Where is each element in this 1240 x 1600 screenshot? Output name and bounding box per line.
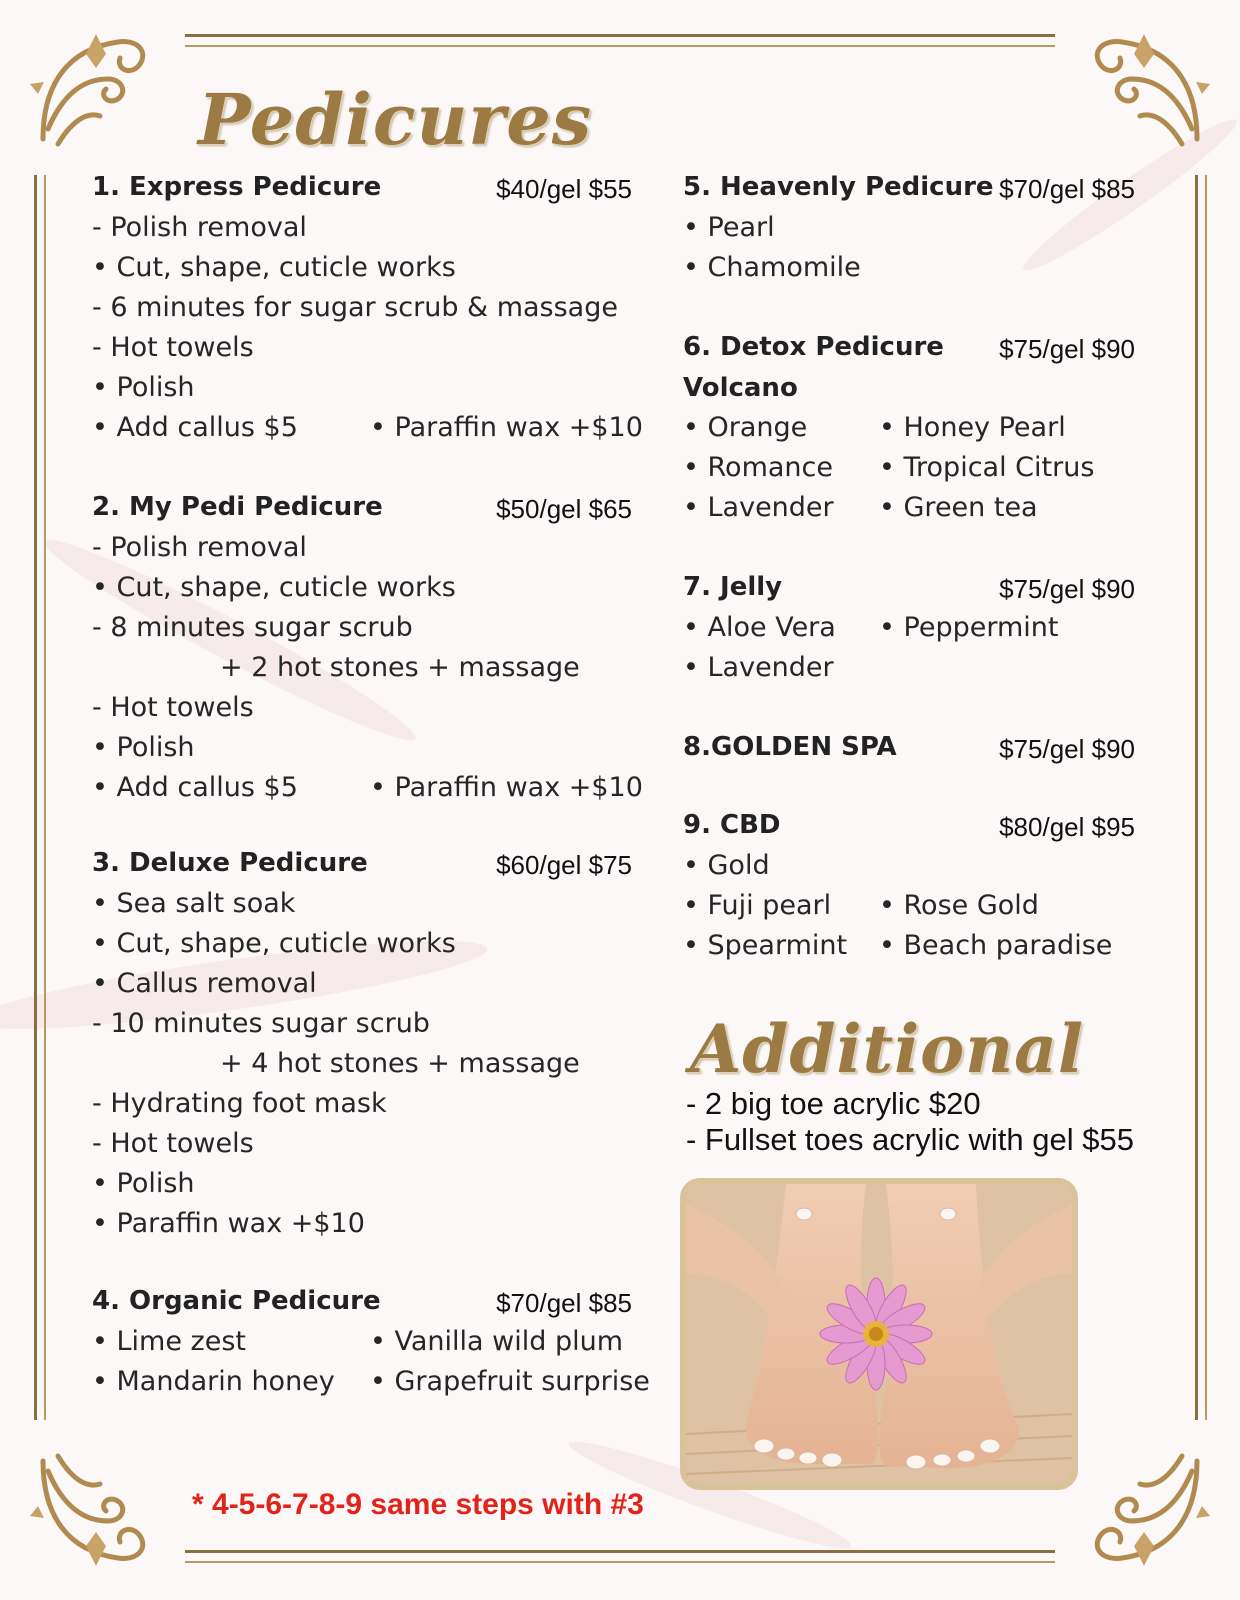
service-price: $70/gel $85 bbox=[496, 1288, 632, 1318]
option-item: • Spearmint bbox=[683, 930, 848, 961]
service-step: - 6 minutes for sugar scrub & massage bbox=[92, 292, 618, 323]
service-deluxe-pedicure bbox=[92, 848, 652, 1244]
additional-item: - 2 big toe acrylic $20 bbox=[686, 1086, 981, 1121]
service-jelly bbox=[683, 572, 1163, 688]
addon-item: • Paraffin wax +$10 bbox=[370, 412, 643, 443]
service-price: $75/gel $90 bbox=[999, 574, 1135, 604]
service-step: - Hot towels bbox=[92, 1128, 254, 1159]
option-item: • Chamomile bbox=[683, 252, 861, 283]
service-step: • Polish bbox=[92, 732, 195, 763]
service-name: 6. Detox Pedicure bbox=[683, 332, 944, 362]
service-name: 3. Deluxe Pedicure bbox=[92, 848, 368, 878]
service-organic-pedicure bbox=[92, 1286, 652, 1402]
frame-right-rule bbox=[1195, 175, 1207, 1420]
service-cbd bbox=[683, 810, 1163, 966]
frame-top-rule bbox=[185, 34, 1055, 47]
service-name: 9. CBD bbox=[683, 810, 781, 840]
option-item: • Lavender bbox=[683, 492, 834, 523]
option-item: • Lavender bbox=[683, 652, 834, 683]
option-row bbox=[683, 926, 1163, 966]
additional-item: - Fullset toes acrylic with gel $55 bbox=[686, 1122, 1134, 1157]
option-item: • Beach paradise bbox=[879, 930, 1113, 961]
option-item: • Pearl bbox=[683, 212, 775, 243]
additional-list bbox=[686, 1086, 1134, 1158]
service-heavenly-pedicure bbox=[683, 172, 1163, 288]
service-name: 1. Express Pedicure bbox=[92, 172, 382, 202]
option-item: • Green tea bbox=[879, 492, 1038, 523]
service-step: - 10 minutes sugar scrub bbox=[92, 1008, 430, 1039]
addon-row bbox=[92, 408, 652, 448]
service-step: • Paraffin wax +$10 bbox=[92, 1208, 365, 1239]
service-step: - Hot towels bbox=[92, 332, 254, 363]
service-name: 7. Jelly bbox=[683, 572, 783, 602]
page-title: Pedicures bbox=[198, 78, 593, 161]
service-price: $70/gel $85 bbox=[999, 174, 1135, 204]
service-step: • Cut, shape, cuticle works bbox=[92, 928, 456, 959]
service-step: - Hydrating foot mask bbox=[92, 1088, 387, 1119]
option-row bbox=[92, 1362, 652, 1402]
corner-ornament-icon bbox=[1082, 24, 1212, 154]
service-step: • Callus removal bbox=[92, 968, 317, 999]
addon-item: • Add callus $5 bbox=[92, 412, 298, 443]
service-name: 8.GOLDEN SPA bbox=[683, 732, 897, 762]
service-price: $60/gel $75 bbox=[496, 850, 632, 880]
service-name: 5. Heavenly Pedicure bbox=[683, 172, 994, 202]
service-step: • Cut, shape, cuticle works bbox=[92, 572, 456, 603]
option-item: • Vanilla wild plum bbox=[370, 1326, 624, 1357]
service-detox-pedicure bbox=[683, 332, 1163, 528]
service-step: - Polish removal bbox=[92, 532, 307, 563]
service-my-pedi-pedicure bbox=[92, 492, 652, 808]
service-name: 4. Organic Pedicure bbox=[92, 1286, 381, 1316]
option-row bbox=[683, 488, 1163, 528]
service-express-pedicure bbox=[92, 172, 652, 448]
service-step: • Sea salt soak bbox=[92, 888, 296, 919]
corner-ornament-icon bbox=[1082, 1446, 1212, 1576]
service-price: $40/gel $55 bbox=[496, 174, 632, 204]
option-item: • Mandarin honey bbox=[92, 1366, 335, 1397]
service-price: $50/gel $65 bbox=[496, 494, 632, 524]
feet-flower-illustration bbox=[686, 1184, 1072, 1484]
frame-left-rule bbox=[34, 175, 46, 1420]
service-price: $75/gel $90 bbox=[999, 734, 1135, 764]
option-row bbox=[683, 448, 1163, 488]
service-step: + 2 hot stones + massage bbox=[220, 652, 580, 683]
feet-photo bbox=[680, 1178, 1078, 1490]
addon-row bbox=[92, 768, 652, 808]
option-item: • Tropical Citrus bbox=[879, 452, 1095, 483]
service-subheading: Volcano bbox=[683, 373, 798, 403]
option-item: • Peppermint bbox=[879, 612, 1059, 643]
option-row bbox=[92, 1322, 652, 1362]
service-step: • Cut, shape, cuticle works bbox=[92, 252, 456, 283]
option-item: • Rose Gold bbox=[879, 890, 1039, 921]
option-item: • Aloe Vera bbox=[683, 612, 836, 643]
footnote: * 4-5-6-7-8-9 same steps with #3 bbox=[192, 1488, 644, 1521]
option-item: • Orange bbox=[683, 412, 808, 443]
service-step: - 8 minutes sugar scrub bbox=[92, 612, 413, 643]
addon-item: • Paraffin wax +$10 bbox=[370, 772, 643, 803]
service-price: $75/gel $90 bbox=[999, 334, 1135, 364]
service-step: • Polish bbox=[92, 1168, 195, 1199]
corner-ornament-icon bbox=[28, 24, 158, 154]
option-row bbox=[683, 408, 1163, 448]
service-price: $80/gel $95 bbox=[999, 812, 1135, 842]
service-name: 2. My Pedi Pedicure bbox=[92, 492, 383, 522]
option-item: • Grapefruit surprise bbox=[370, 1366, 650, 1397]
additional-title: Additional bbox=[690, 1010, 1084, 1088]
option-row bbox=[683, 608, 1163, 648]
option-item: • Fuji pearl bbox=[683, 890, 832, 921]
service-step: - Hot towels bbox=[92, 692, 254, 723]
addon-item: • Add callus $5 bbox=[92, 772, 298, 803]
option-item: • Lime zest bbox=[92, 1326, 246, 1357]
option-item: • Gold bbox=[683, 850, 770, 881]
option-row bbox=[683, 886, 1163, 926]
service-step: • Polish bbox=[92, 372, 195, 403]
service-step: - Polish removal bbox=[92, 212, 307, 243]
service-step: + 4 hot stones + massage bbox=[220, 1048, 580, 1079]
corner-ornament-icon bbox=[28, 1446, 158, 1576]
option-item: • Honey Pearl bbox=[879, 412, 1066, 443]
frame-bottom-rule bbox=[185, 1550, 1055, 1563]
option-item: • Romance bbox=[683, 452, 833, 483]
service-golden-spa bbox=[683, 732, 1163, 768]
